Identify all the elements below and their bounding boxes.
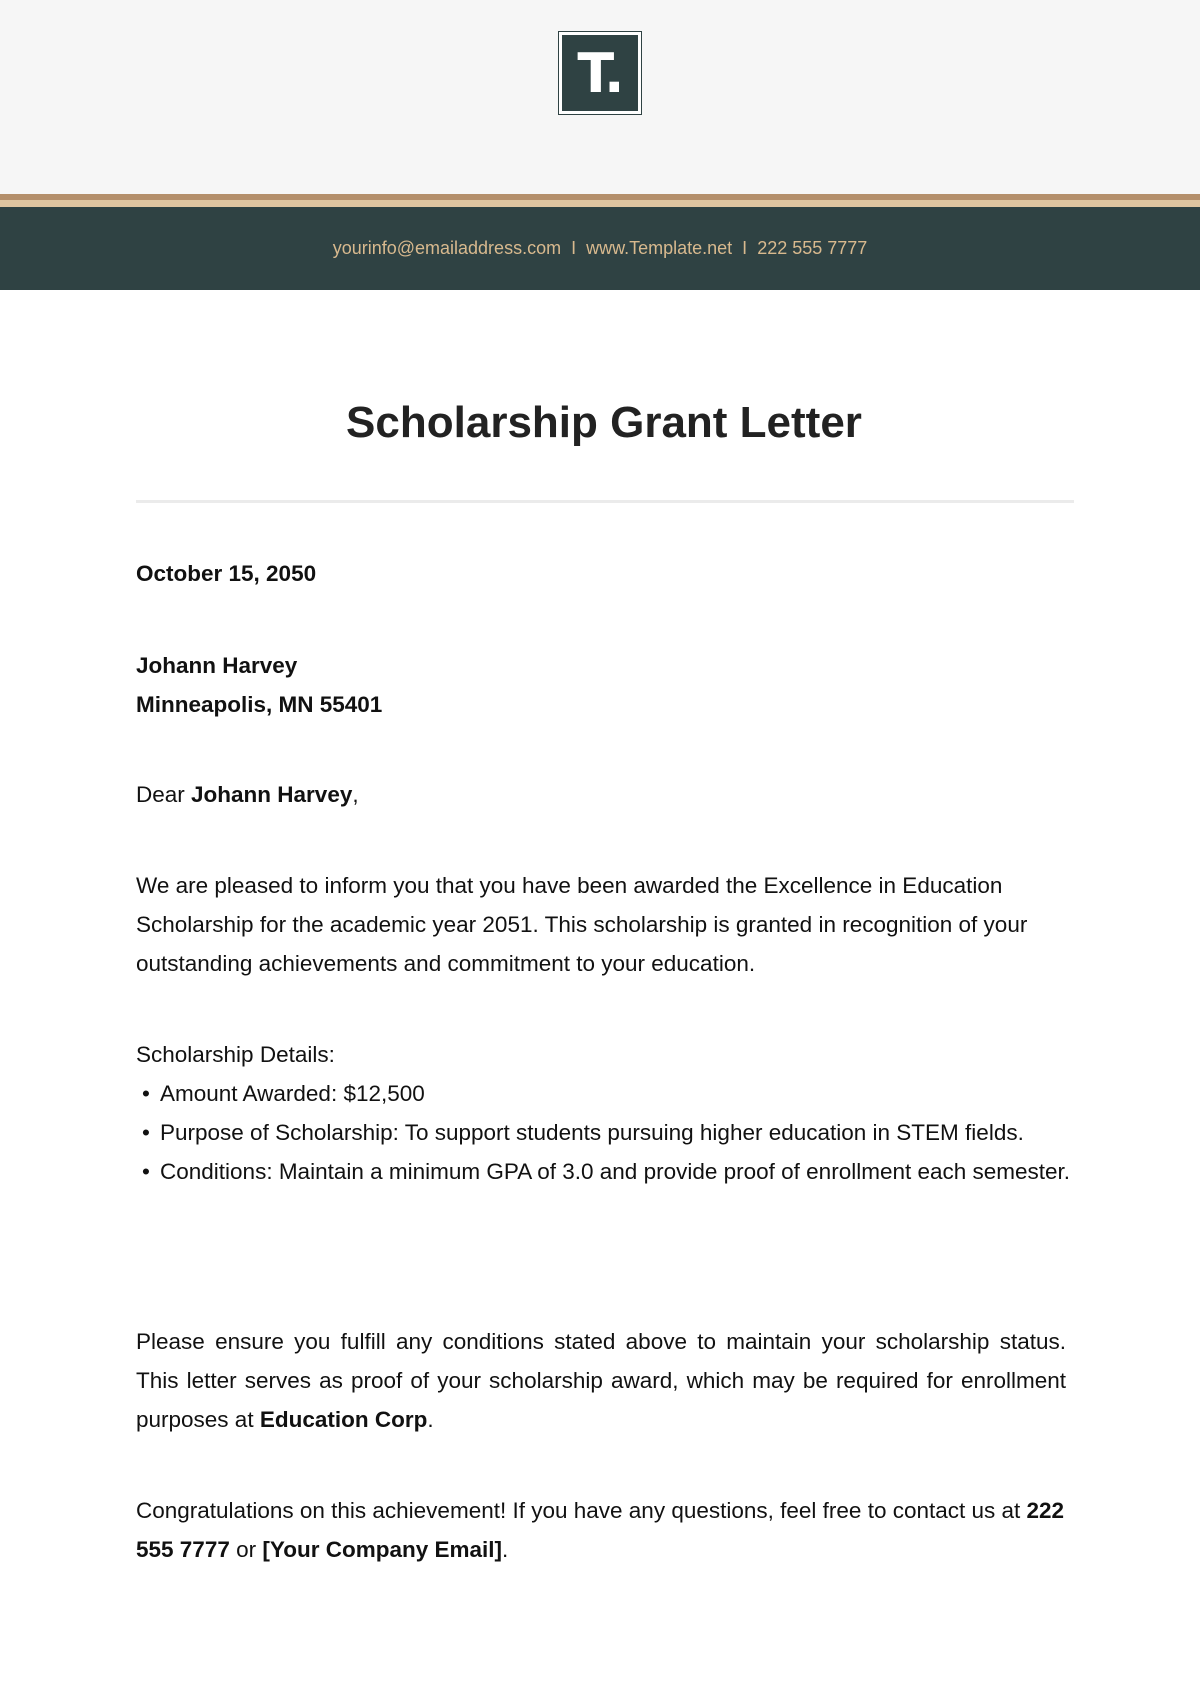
closing-phone: 222 555 7777 [136,1498,1065,1562]
title-divider [136,500,1074,503]
salutation [136,775,359,814]
intro-paragraph: We are pleased to inform you that you have been awarded the Excellence in Education Scholarship for the academic year 2051. This scholarship is granted in recognition of your outstanding achievements and commitment to your education. [136,873,1028,976]
contact-bar [0,207,1200,290]
conditions-text: Please ensure you fulfill any conditions stated above to maintain your scholarship status. This letter serves as proof of your scholarship award, which may be required for enrollment purposes at [136,1329,1066,1432]
details-list [136,1074,1090,1191]
closing-connector: or [229,1537,263,1562]
closing-text: Congratulations on this achievement! If you have any questions, feel free to contact us at [136,1498,1027,1523]
letter-date: October 15, 2050 [136,561,317,586]
closing-email: [Your Company Email] [262,1537,502,1562]
salutation-name: Johann Harvey [191,782,353,807]
closing-end: . [502,1537,509,1562]
recipient-address: Minneapolis, MN 55401 [136,692,383,717]
recipient-name: Johann Harvey [136,653,298,678]
details-item: • Conditions: Maintain a minimum GPA of 3.0 and provide proof of enrollment each semester. [160,1152,1090,1191]
header-top [0,0,1200,194]
salutation-prefix: Dear [136,782,192,807]
contact-separator: I [571,238,577,258]
institution-name: Education Corp [259,1407,428,1432]
contact-website[interactable]: www.Template.net [586,238,733,258]
letter-title: Scholarship Grant Letter [346,398,862,447]
logo-mark: T. [562,35,638,111]
details-item: • Purpose of Scholarship: To support students pursuing higher education in STEM fields. [160,1113,1090,1152]
contact-separator: I [742,238,748,258]
details-item: • Amount Awarded: $12,500 [160,1074,1090,1113]
closing-paragraph [136,1491,1066,1569]
details-heading: Scholarship Details: [136,1042,335,1067]
header-stripe-light [0,200,1200,207]
contact-email[interactable]: yourinfo@emailaddress.com [332,238,562,258]
conditions-paragraph [136,1322,1066,1439]
contact-phone[interactable]: 222 555 7777 [757,238,868,258]
logo [558,31,642,115]
conditions-end: . [427,1407,434,1432]
salutation-suffix: , [352,782,359,807]
